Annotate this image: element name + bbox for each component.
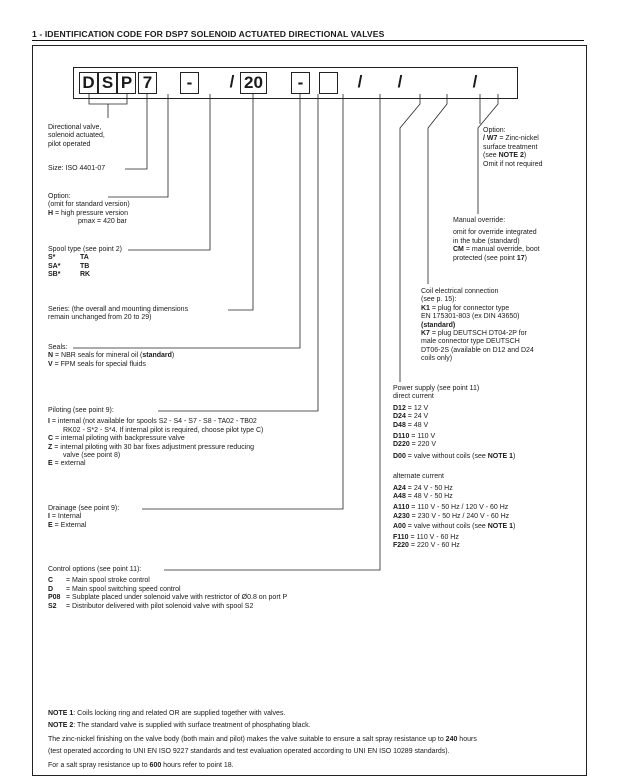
note-salt: For a salt spray resistance up to 600 hours refer to point 18. (48, 762, 234, 769)
override-line-1: omit for override integrated (453, 229, 537, 237)
control-row: C = Main spool stroke control (48, 577, 150, 585)
w7-note: (see NOTE 2) (483, 152, 527, 160)
power-ac2: A110 = 110 V - 50 Hz / 120 V - 60 Hz (393, 504, 509, 512)
power-ac1: A24 = 24 V - 50 Hz (393, 484, 453, 492)
power-ac-head: alternate current (393, 473, 444, 481)
coil-k7-2: male connector type DEUTSCH (421, 338, 520, 346)
page-title: 1 - IDENTIFICATION CODE FOR DSP7 SOLENOID ACTUATED DIRECTIONAL VALVES (32, 29, 385, 39)
coil-sub: (see p. 15): (421, 296, 457, 304)
control-row: P08 = Subplate placed under solenoid valve with restrictor of Ø0.8 on port P (48, 594, 288, 602)
spool-head: Spool type (see point 2) (48, 246, 122, 253)
spool-row: SB* RK (48, 271, 91, 279)
valve-line-3: pilot operated (48, 140, 91, 148)
coil-k7-4: coils only) (421, 355, 453, 363)
power-head: Power supply (see point 11) (393, 385, 480, 392)
piloting-z: Z = internal piloting with 30 bar fixes adjustment pressure reducing (48, 443, 255, 451)
drainage-head: Drainage (see point 9): (48, 505, 120, 512)
override-line-2: in the tube (standard) (453, 237, 520, 245)
code-cell-p: P (117, 72, 136, 94)
piloting-z-2: valve (see point 8) (63, 452, 121, 460)
piloting-c: C = internal piloting with backpressure valve (48, 435, 185, 443)
coil-head: Coil electrical connection (421, 288, 499, 295)
override-block (453, 217, 540, 263)
drainage-i: I = Internal (48, 513, 82, 521)
w7-line-3: surface treatment (483, 143, 538, 151)
power-dc2: D220 = 220 V (393, 441, 437, 449)
valve-line-2: solenoid actuated, (48, 132, 105, 140)
line-option (108, 94, 168, 197)
piloting-head: Piloting (see point 9): (48, 407, 114, 414)
power-dc: D48 = 48 V (393, 421, 429, 429)
w7-block (483, 127, 543, 169)
spool-row: SA* TB (48, 262, 90, 270)
option-head: Option: (48, 193, 71, 200)
coil-block (421, 288, 534, 364)
piloting-e: E = external (48, 460, 86, 468)
power-dc: D24 = 24 V (393, 413, 429, 421)
note-zinc-1: The zinc-nickel finishing on the valve body (both main and pilot) makes the valve suitable to ensure a salt spray resistance up to 240 hours (48, 736, 477, 743)
line-coil (428, 94, 447, 284)
piloting-block (48, 407, 263, 469)
w7-head: Option: (483, 127, 506, 134)
override-note: protected (see point 17) (453, 254, 527, 262)
drainage-e: E = External (48, 521, 87, 529)
power-block (393, 385, 515, 551)
valve-description (48, 124, 105, 149)
line-piloting (158, 94, 318, 411)
drainage-block (48, 505, 119, 530)
power-ac2: A230 = 230 V - 50 Hz / 240 V - 60 Hz (393, 512, 510, 520)
w7-omit: Omit if not required (483, 160, 543, 168)
seals-n: N = NBR seals for mineral oil (standard) (48, 352, 175, 360)
seals-head: Seals: (48, 344, 68, 351)
code-cell-d: D (79, 72, 98, 94)
line-spool (128, 94, 210, 250)
code-cell-option: - (180, 72, 199, 94)
option-block (48, 193, 130, 227)
line-size (125, 94, 147, 169)
dsp-bracket (89, 94, 127, 104)
series-block (48, 306, 188, 323)
option-omit: (omit for standard version) (48, 201, 130, 209)
coil-k7: K7 = plug DEUTSCH DT04-2P for (421, 330, 527, 338)
note-zinc-2: (test operated according to UNI EN ISO 9227 standards and test evaluation operated according to UNI EN ISO 10289 standards). (48, 748, 450, 755)
seals-block (48, 344, 174, 369)
power-ac3: F220 = 220 V - 60 Hz (393, 542, 460, 550)
code-separator-1: / (357, 72, 363, 91)
override-head: Manual override: (453, 217, 506, 224)
piloting-i: I = internal (not available for spools S2 - S4 - S7 - S8 - TA02 - TB02 (48, 418, 257, 426)
power-dc: D12 = 12 V (393, 404, 429, 412)
code-separator-3: / (472, 72, 478, 91)
control-row: S2 = Distributor delivered with pilot solenoid valve with spool S2 (48, 602, 254, 610)
power-d00: D00 = valve without coils (see NOTE 1) (393, 452, 516, 460)
spool-row: S* TA (48, 254, 89, 262)
code-separator-2: / (397, 72, 403, 91)
override-cm: CM = manual override, boot (453, 246, 540, 254)
option-h: H = high pressure version (48, 209, 128, 217)
valve-line-1: Directional valve, (48, 124, 102, 131)
seals-v: V = FPM seals for special fluids (48, 360, 146, 368)
line-power (400, 94, 420, 382)
power-ac1: A48 = 48 V - 50 Hz (393, 493, 453, 501)
line-control (164, 94, 380, 570)
notes-block (48, 708, 477, 772)
coil-k1: K1 = plug for connector type (421, 304, 510, 312)
code-cell-size: 7 (138, 72, 157, 94)
power-a00: A00 = valve without coils (see NOTE 1) (393, 523, 516, 531)
note-1: NOTE 1: Coils locking ring and related OR are supplied together with valves. (48, 710, 286, 717)
coil-k1-3: (standard) (421, 321, 456, 329)
code-cell-series: 20 (240, 72, 267, 94)
code-cell-seals: - (291, 72, 310, 94)
line-series (228, 94, 253, 310)
power-ac3: F110 = 110 V - 60 Hz (393, 533, 459, 541)
spool-block (48, 246, 122, 280)
control-row: D = Main spool switching speed control (48, 585, 181, 593)
control-block (48, 566, 287, 611)
series-line-2: remain unchanged from 20 to 29) (48, 314, 152, 322)
coil-k1-2: EN 175301-803 (ex DIN 43650) (421, 313, 520, 321)
control-head: Control options (see point 11): (48, 566, 142, 573)
code-separator-spool: / (229, 72, 235, 91)
w7-code: / W7 = Zinc-nickel (483, 135, 539, 143)
power-dc2: D110 = 110 V (393, 433, 436, 441)
note-2: NOTE 2: The standard valve is supplied with surface treatment of phosphating black. (48, 722, 311, 729)
series-line-1: Series: (the overall and mounting dimensions (48, 306, 189, 313)
power-dc-head: direct current (393, 393, 434, 401)
piloting-i-2: RK02 - S*2 - S*4. If internal pilot is required, choose pilot type C) (63, 426, 264, 434)
coil-k7-3: DT06-2S (available on D12 and D24 (421, 346, 534, 354)
option-pmax: pmax = 420 bar (78, 218, 127, 226)
code-cell-s: S (98, 72, 117, 94)
size-label: Size: ISO 4401-07 (48, 165, 106, 172)
